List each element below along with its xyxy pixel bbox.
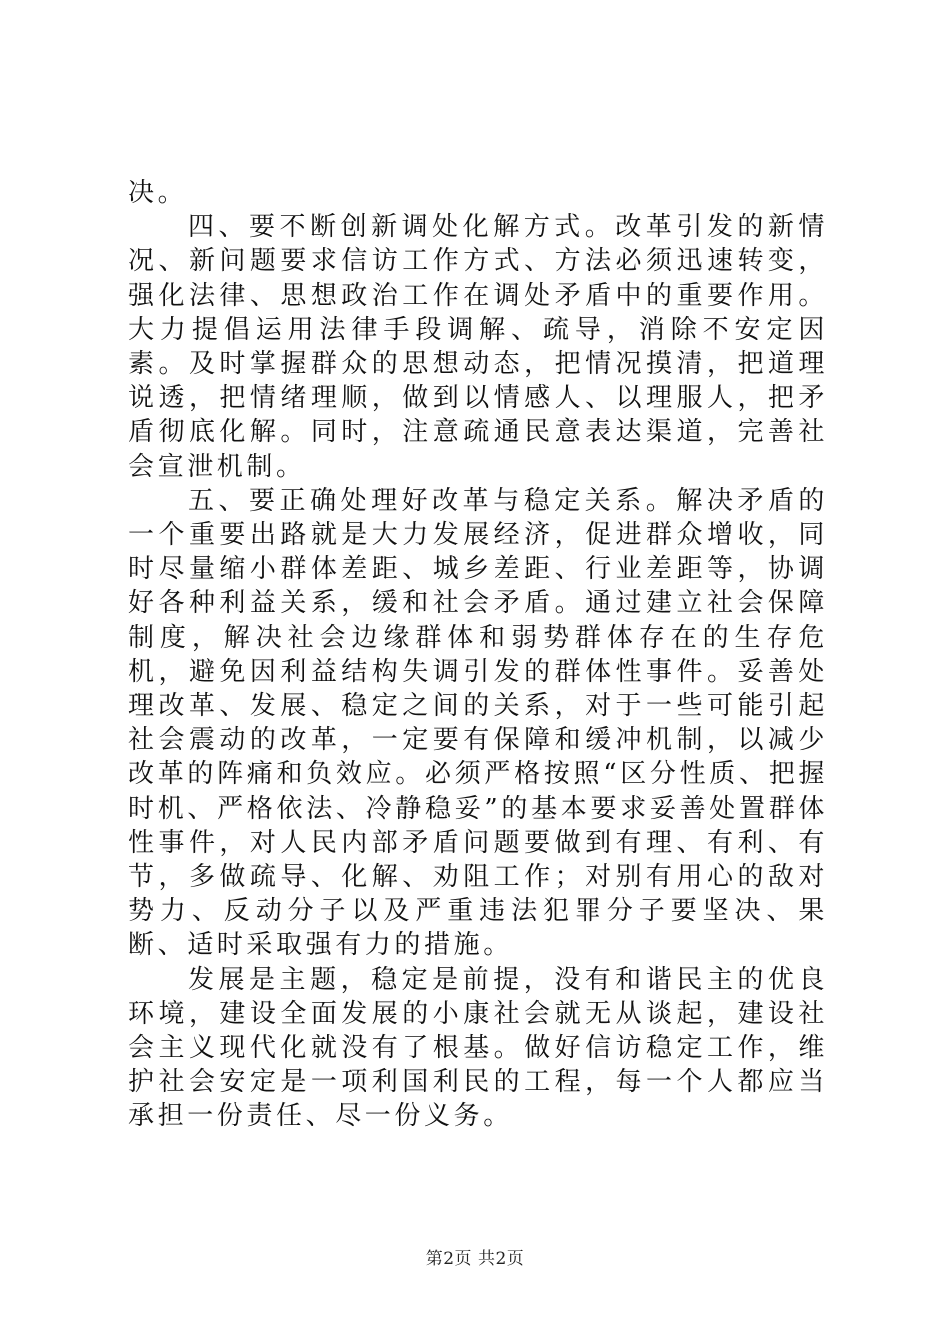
- paragraph-point-four: 四、要不断创新调处化解方式。改革引发的新情况、新问题要求信访工作方式、方法必须迅速转变，强化法律、思想政治工作在调处矛盾中的重要作用。大力提倡运用法律手段调解、疏导，消除不安定因素。及时掌握群众的思想动态，把情况摸清，把道理说透，把情绪理顺，做到以情感人、以理服人，把矛盾彻底化解。同时，注意疏通民意表达渠道，完善社会宣泄机制。: [128, 212, 828, 482]
- page-number-footer: 第2页 共2页: [425, 1249, 525, 1269]
- paragraph-point-five: 五、要正确处理好改革与稳定关系。解决矛盾的一个重要出路就是大力发展经济，促进群众增收，同时尽量缩小群体差距、城乡差距、行业差距等，协调好各种利益关系，缓和社会矛盾。通过建立社会保障制度，解决社会边缘群体和弱势群体存在的生存危机，避免因利益结构失调引发的群体性事件。妥善处理改革、发展、稳定之间的关系，对于一些可能引起社会震动的改革，一定要有保障和缓冲机制，以减少改革的阵痛和负效应。必须严格按照“区分性质、把握时机、严格依法、冷静稳妥”的基本要求妥善处置群体性事件，对人民内部矛盾问题要做到有理、有利、有节，多做疏导、化解、劝阻工作；对别有用心的敌对势力、反动分子以及严重违法犯罪分子要坚决、果断、适时采取强有力的措施。: [128, 485, 828, 961]
- paragraph-continuation: 决。: [128, 178, 188, 208]
- paragraph-conclusion: 发展是主题，稳定是前提，没有和谐民主的优良环境，建设全面发展的小康社会就无从谈起，建设社会主义现代化就没有了根基。做好信访稳定工作，维护社会安定是一项利国利民的工程，每一个人都应当承担一份责任、尽一份义务。: [128, 964, 828, 1132]
- document-body: [128, 176, 828, 1134]
